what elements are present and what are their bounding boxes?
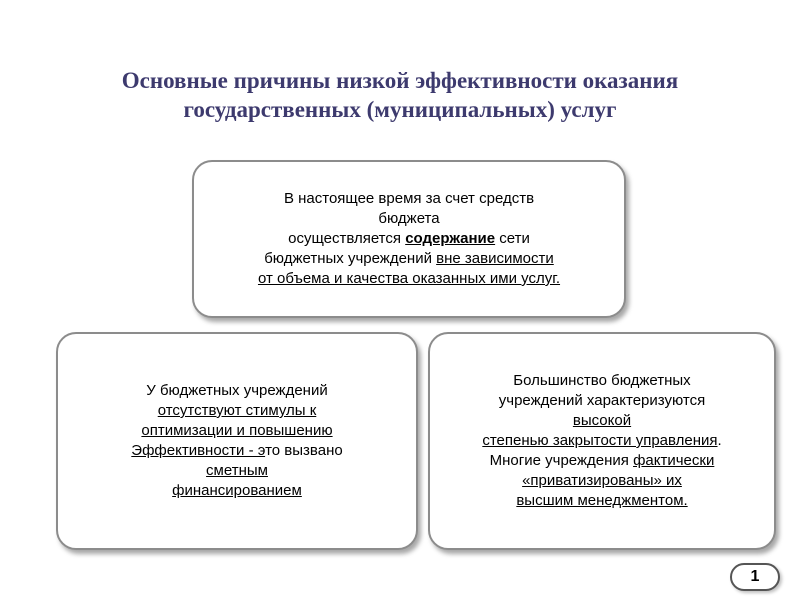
budget-funding-line-4 xyxy=(258,249,560,269)
no-incentives-line-4 xyxy=(131,441,342,461)
title-line-1: Основные причины низкой эффективности оказания xyxy=(121,68,679,93)
budget-funding-line-3-pre: осуществляется xyxy=(288,230,406,247)
no-incentives-line-5: сметным xyxy=(206,462,268,479)
no-incentives-line-1: У бюджетных учреждений xyxy=(146,382,328,399)
budget-funding-line-4-underlined: вне зависимости xyxy=(436,250,554,267)
reason-box-no-incentives xyxy=(56,332,418,550)
closed-management-line-3: высокой xyxy=(572,412,632,429)
reason-box-closed-management-text xyxy=(482,371,721,511)
budget-funding-line-5: от объема и качества оказанных ими услуг. xyxy=(257,270,561,287)
budget-funding-line-1: В настоящее время за счет средств xyxy=(283,190,535,207)
closed-management-line-5-pre: Многие учреждения xyxy=(489,452,634,469)
reason-box-budget-funding-text xyxy=(258,189,560,289)
no-incentives-line-6: финансированием xyxy=(172,482,302,499)
closed-management-line-4-post: . xyxy=(717,432,722,449)
budget-funding-line-4-pre: бюджетных учреждений xyxy=(264,250,437,267)
page-number-badge xyxy=(730,563,780,591)
budget-funding-emphasis: содержание xyxy=(405,230,496,247)
closed-management-line-5-underlined: фактически xyxy=(633,452,715,469)
budget-funding-line-2: бюджета xyxy=(378,210,440,227)
title-line-2: государственных (муниципальных) услуг xyxy=(183,97,617,122)
slide-title xyxy=(0,66,800,124)
closed-management-line-4 xyxy=(482,431,721,451)
budget-funding-line-3 xyxy=(258,229,560,249)
reason-box-budget-funding xyxy=(192,160,626,318)
closed-management-line-2: учреждений характеризуются xyxy=(498,392,706,409)
closed-management-line-1: Большинство бюджетных xyxy=(513,372,691,389)
no-incentives-line-4-underlined: Эффективности - э xyxy=(131,442,266,459)
page-number: 1 xyxy=(750,568,760,585)
no-incentives-line-3: оптимизации и повышению xyxy=(141,422,333,439)
closed-management-line-4-underlined: степенью закрытости управления xyxy=(482,432,718,449)
no-incentives-line-2: отсутствуют стимулы к xyxy=(157,402,317,419)
closed-management-line-5 xyxy=(482,451,721,471)
reason-box-no-incentives-text xyxy=(131,381,342,501)
closed-management-line-7: высшим менеджментом. xyxy=(516,492,688,509)
budget-funding-line-3-post: сети xyxy=(495,230,530,247)
no-incentives-line-4-post: то вызвано xyxy=(265,442,343,459)
reason-box-closed-management xyxy=(428,332,776,550)
closed-management-line-6: «приватизированы» их xyxy=(522,472,682,489)
